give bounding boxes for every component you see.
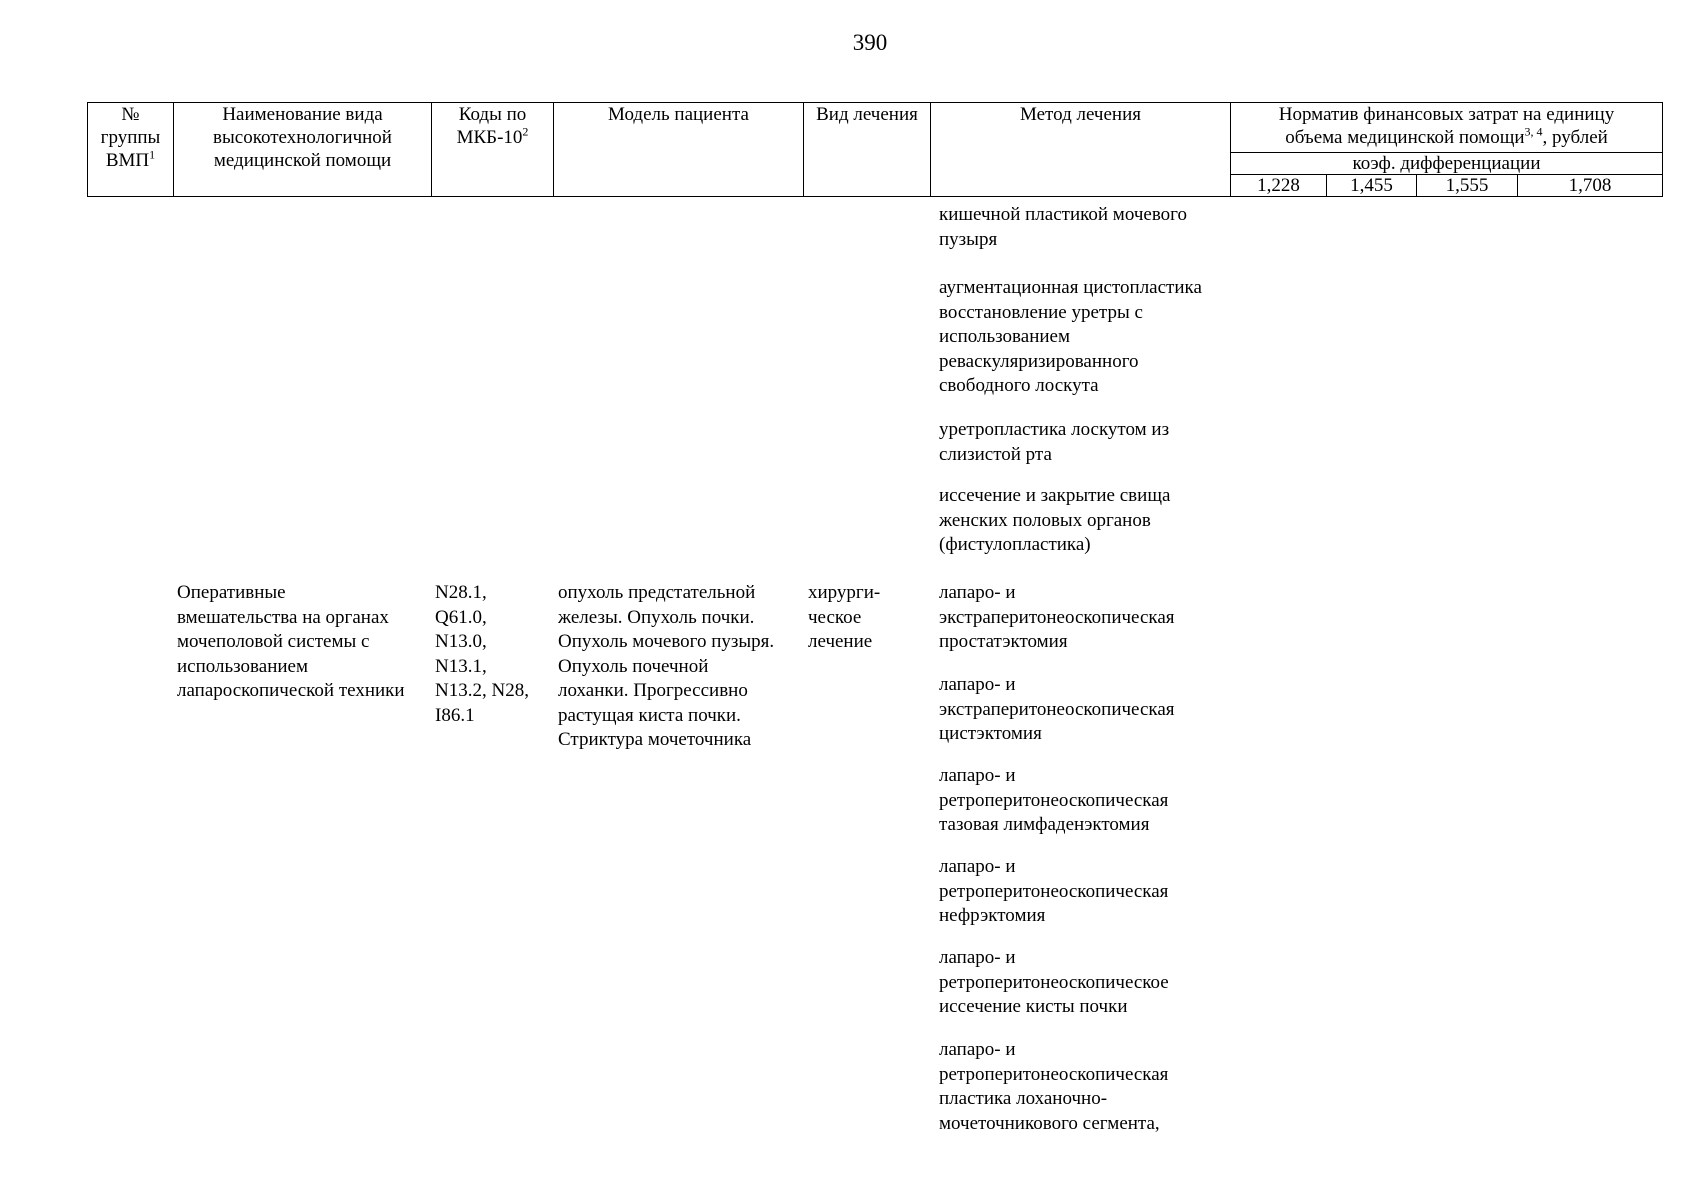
header-col-name: Наименование вида высокотехнологичной медицинской помощи xyxy=(174,103,432,197)
header-col-type: Вид лечения xyxy=(804,103,931,197)
header-coef-label: коэф. дифференциации xyxy=(1231,153,1663,175)
method-item-5: лапаро- и ретроперитонеоскопическое иссечение кисты почки xyxy=(939,947,1169,1017)
row-type: хирурги- ческое лечение xyxy=(808,582,881,652)
table-header xyxy=(87,102,1663,197)
continued-method-1: кишечной пластикой мочевого пузыря xyxy=(939,204,1187,250)
continued-method-2: аугментационная цистопластика восстановление уретры с использованием реваскуляризированного свободного лоскута xyxy=(939,277,1202,396)
header-coef-1: 1,228 xyxy=(1231,175,1327,197)
header-col-norm: Норматив финансовых затрат на единицу объема медицинской помощи$^{3, 4}$, рублей xyxy=(1231,103,1663,153)
method-item-4: лапаро- и ретроперитонеоскопическая нефрэктомия xyxy=(939,856,1169,926)
header-col-codes: Коды по МКБ-$10^2$ xyxy=(432,103,554,197)
page-number: 390 xyxy=(852,30,888,55)
header-col-model: Модель пациента xyxy=(554,103,804,197)
header-coef-2: 1,455 xyxy=(1327,175,1417,197)
continued-method-3: уретропластика лоскутом из слизистой рта xyxy=(939,419,1170,465)
row-name: Оперативные вмешательства на органах мочеполовой системы с использованием лапароскопической техники xyxy=(177,582,405,701)
header-col-group: № группы ВМП$^1$ xyxy=(88,103,174,197)
continued-method-4: иссечение и закрытие свища женских половых органов (фистулопластика) xyxy=(939,485,1171,555)
method-item-3: лапаро- и ретроперитонеоскопическая тазовая лимфаденэктомия xyxy=(939,765,1169,835)
method-item-2: лапаро- и экстраперитонеоскопическая цистэктомия xyxy=(939,674,1175,744)
method-item-6: лапаро- и ретроперитонеоскопическая пластика лоханочно- мочеточникового сегмента, xyxy=(939,1039,1169,1134)
method-item-1: лапаро- и экстраперитонеоскопическая простатэктомия xyxy=(939,582,1175,652)
row-codes: N28.1, Q61.0, N13.0, N13.1, N13.2, N28, I86.1 xyxy=(435,582,529,726)
header-coef-4: 1,708 xyxy=(1518,175,1663,197)
header-coef-3: 1,555 xyxy=(1417,175,1518,197)
row-model: опухоль предстательной железы. Опухоль почки. Опухоль мочевого пузыря. Опухоль почечной лоханки. Прогрессивно растущая киста почки. Стриктура мочеточника xyxy=(558,582,775,750)
header-col-method: Метод лечения xyxy=(931,103,1231,197)
